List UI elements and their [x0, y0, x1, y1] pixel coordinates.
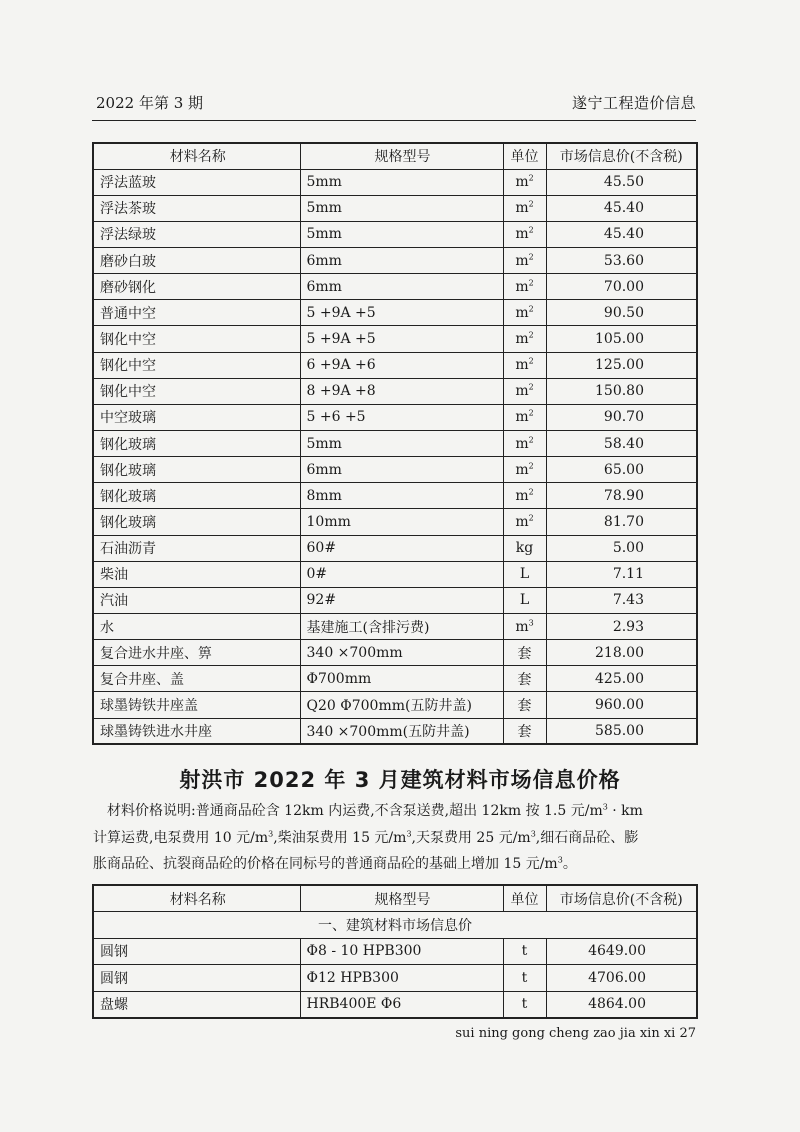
material-spec: 8mm	[300, 483, 503, 509]
table-row	[93, 640, 697, 666]
table-row	[93, 300, 697, 326]
material-spec: 8 +9A +8	[300, 378, 503, 404]
page-footer: sui ning gong cheng zao jia xin xi 27	[455, 1026, 696, 1041]
unit-text: m	[515, 174, 529, 191]
table-row	[93, 326, 697, 352]
material-spec: 10mm	[300, 509, 503, 535]
table-row	[93, 221, 697, 247]
materials-price-table-2	[92, 884, 698, 1019]
material-spec: 5mm	[300, 195, 503, 221]
note-line2-c: ,天泵费用 25 元/m	[411, 829, 531, 846]
material-name: 球墨铸铁井座盖	[93, 692, 300, 718]
market-price: 58.40	[546, 431, 697, 457]
publication-title: 遂宁工程造价信息	[571, 94, 696, 112]
material-spec: 60#	[300, 535, 503, 561]
material-spec: 6mm	[300, 457, 503, 483]
section-title: 射洪市 2022 年 3 月建筑材料市场信息价格	[179, 768, 621, 792]
material-name: 浮法蓝玻	[93, 169, 300, 195]
material-spec: 5 +6 +5	[300, 404, 503, 430]
unit-superscript: 2	[528, 487, 534, 497]
table-header-row	[93, 143, 697, 169]
table-row	[93, 378, 697, 404]
col-header-spec: 规格型号	[300, 143, 503, 169]
market-price: 7.11	[546, 561, 697, 587]
material-spec: 340 ×700mm	[300, 640, 503, 666]
unit-superscript: 2	[528, 173, 534, 183]
unit-superscript: 2	[528, 251, 534, 261]
unit-text: m	[515, 514, 529, 531]
material-name: 磨砂钢化	[93, 274, 300, 300]
table-row	[93, 169, 697, 195]
material-unit	[503, 692, 546, 718]
table-row	[93, 195, 697, 221]
issue-label: 2022 年第 3 期	[96, 94, 204, 112]
material-unit	[503, 221, 546, 247]
unit-superscript: 3	[528, 617, 534, 627]
note-sup: 3	[406, 828, 412, 838]
unit-text: 套	[517, 645, 532, 662]
material-spec: 5mm	[300, 431, 503, 457]
material-spec: Φ8 - 10 HPB300	[300, 938, 503, 965]
table-row	[93, 483, 697, 509]
note-line1: 材料价格说明:普通商品砼含 12km 内运费,不含泵送费,超出 12km 按 1.5 元/m	[107, 803, 603, 819]
unit-superscript: 2	[528, 513, 534, 523]
material-unit: t	[503, 938, 546, 965]
market-price: 81.70	[546, 509, 697, 535]
material-spec: 5mm	[300, 169, 503, 195]
unit-text: m	[515, 278, 529, 295]
table-row	[93, 666, 697, 692]
unit-text: m	[515, 304, 529, 321]
material-unit	[503, 352, 546, 378]
material-spec: 6mm	[300, 274, 503, 300]
material-name: 复合井座、盖	[93, 666, 300, 692]
note-line1-end: · km	[607, 803, 643, 819]
market-price: 45.40	[546, 195, 697, 221]
market-price: 105.00	[546, 326, 697, 352]
header-rule	[92, 120, 696, 121]
material-unit	[503, 535, 546, 561]
material-unit	[503, 509, 546, 535]
material-name: 中空玻璃	[93, 404, 300, 430]
material-name: 钢化玻璃	[93, 431, 300, 457]
material-name: 球墨铸铁进水井座	[93, 718, 300, 744]
unit-text: L	[519, 592, 530, 609]
material-name: 圆钢	[93, 938, 300, 965]
market-price: 90.50	[546, 300, 697, 326]
market-price: 4864.00	[546, 991, 697, 1018]
unit-text: 套	[517, 671, 532, 688]
unit-superscript: 2	[528, 356, 534, 366]
material-name: 钢化中空	[93, 326, 300, 352]
material-unit	[503, 561, 546, 587]
material-name: 水	[93, 614, 300, 640]
material-unit	[503, 274, 546, 300]
unit-text: m	[515, 226, 529, 243]
material-unit	[503, 326, 546, 352]
material-unit	[503, 404, 546, 430]
table-row	[93, 587, 697, 613]
table-section-row	[93, 912, 697, 939]
unit-superscript: 2	[528, 408, 534, 418]
note-line3: 胀商品砼、抗裂商品砼的价格在同标号的普通商品砼的基础上增加 15 元/m	[93, 856, 558, 872]
price-note	[93, 798, 697, 878]
unit-superscript: 2	[528, 461, 534, 471]
unit-text: 套	[517, 698, 532, 715]
table-row	[93, 274, 697, 300]
material-spec: 5 +9A +5	[300, 326, 503, 352]
material-unit	[503, 587, 546, 613]
material-spec: 6 +9A +6	[300, 352, 503, 378]
table-row	[93, 718, 697, 744]
market-price: 45.40	[546, 221, 697, 247]
market-price: 53.60	[546, 248, 697, 274]
market-price: 2.93	[546, 614, 697, 640]
material-unit	[503, 614, 546, 640]
unit-text: m	[515, 331, 529, 348]
col-header-name: 材料名称	[93, 143, 300, 169]
material-unit	[503, 300, 546, 326]
material-name: 汽油	[93, 587, 300, 613]
table-row	[93, 457, 697, 483]
unit-text: m	[515, 487, 529, 504]
table-row	[93, 509, 697, 535]
material-name: 浮法绿玻	[93, 221, 300, 247]
col-header-name: 材料名称	[93, 885, 300, 912]
material-name: 钢化玻璃	[93, 483, 300, 509]
market-price: 70.00	[546, 274, 697, 300]
material-name: 钢化中空	[93, 352, 300, 378]
table-row	[93, 404, 697, 430]
material-name: 钢化玻璃	[93, 457, 300, 483]
unit-text: m	[515, 618, 529, 635]
note-line2: 计算运费,电泵费用 10 元/m	[93, 829, 269, 846]
market-price: 4706.00	[546, 965, 697, 992]
material-unit	[503, 457, 546, 483]
market-price: 425.00	[546, 666, 697, 692]
material-name: 石油沥青	[93, 535, 300, 561]
unit-superscript: 2	[528, 382, 534, 392]
note-sup: 3	[530, 828, 536, 838]
unit-text: m	[515, 200, 529, 217]
unit-text: m	[515, 383, 529, 400]
material-name: 磨砂白玻	[93, 248, 300, 274]
material-spec: 340 ×700mm(五防井盖)	[300, 718, 503, 744]
unit-text: m	[515, 461, 529, 478]
table-row	[93, 431, 697, 457]
market-price: 7.43	[546, 587, 697, 613]
col-header-unit: 单位	[503, 885, 546, 912]
table-row	[93, 535, 697, 561]
material-unit: t	[503, 965, 546, 992]
market-price: 65.00	[546, 457, 697, 483]
market-price: 78.90	[546, 483, 697, 509]
note-sup: 3	[268, 828, 274, 838]
unit-superscript: 2	[528, 304, 534, 314]
note-line3-end: 。	[562, 856, 577, 872]
col-header-price: 市场信息价(不含税)	[546, 885, 697, 912]
unit-text: 套	[517, 723, 532, 740]
material-unit	[503, 666, 546, 692]
material-name: 柴油	[93, 561, 300, 587]
material-unit	[503, 248, 546, 274]
material-unit	[503, 378, 546, 404]
unit-superscript: 2	[528, 278, 534, 288]
table-row	[93, 938, 697, 965]
material-spec: 0#	[300, 561, 503, 587]
material-spec: 5 +9A +5	[300, 300, 503, 326]
col-header-unit: 单位	[503, 143, 546, 169]
material-unit	[503, 169, 546, 195]
material-spec: 基建施工(含排污费)	[300, 614, 503, 640]
material-name: 普通中空	[93, 300, 300, 326]
section-label: 一、建筑材料市场信息价	[93, 912, 697, 939]
unit-text: m	[515, 435, 529, 452]
unit-superscript: 2	[528, 330, 534, 340]
col-header-spec: 规格型号	[300, 885, 503, 912]
material-unit	[503, 483, 546, 509]
table-row	[93, 991, 697, 1018]
unit-text: m	[515, 409, 529, 426]
material-name: 浮法茶玻	[93, 195, 300, 221]
unit-text: m	[515, 357, 529, 374]
table-row	[93, 352, 697, 378]
note-line2-b: ,柴油泵费用 15 元/m	[273, 829, 407, 846]
col-header-price: 市场信息价(不含税)	[546, 143, 697, 169]
material-spec: 92#	[300, 587, 503, 613]
material-name: 圆钢	[93, 965, 300, 992]
unit-text: kg	[515, 540, 534, 557]
market-price: 45.50	[546, 169, 697, 195]
material-spec: Φ700mm	[300, 666, 503, 692]
table-header-row	[93, 885, 697, 912]
material-unit	[503, 718, 546, 744]
table-row	[93, 692, 697, 718]
material-spec: 6mm	[300, 248, 503, 274]
note-sup: 3	[602, 802, 608, 812]
material-name: 钢化中空	[93, 378, 300, 404]
materials-price-table-1	[92, 142, 698, 745]
market-price: 4649.00	[546, 938, 697, 965]
material-name: 复合进水井座、箅	[93, 640, 300, 666]
material-spec: Q20 Φ700mm(五防井盖)	[300, 692, 503, 718]
note-sup: 3	[557, 855, 563, 865]
material-spec: HRB400E Φ6	[300, 991, 503, 1018]
market-price: 218.00	[546, 640, 697, 666]
table-row	[93, 614, 697, 640]
material-name: 盘螺	[93, 991, 300, 1018]
table-row	[93, 248, 697, 274]
market-price: 585.00	[546, 718, 697, 744]
material-unit	[503, 195, 546, 221]
note-line2-d: ,细石商品砼、膨	[535, 829, 639, 846]
market-price: 960.00	[546, 692, 697, 718]
material-spec: 5mm	[300, 221, 503, 247]
market-price: 150.80	[546, 378, 697, 404]
material-unit: t	[503, 991, 546, 1018]
material-unit	[503, 431, 546, 457]
unit-superscript: 2	[528, 225, 534, 235]
table-row	[93, 965, 697, 992]
market-price: 125.00	[546, 352, 697, 378]
material-name: 钢化玻璃	[93, 509, 300, 535]
table-row	[93, 561, 697, 587]
unit-superscript: 2	[528, 434, 534, 444]
material-spec: Φ12 HPB300	[300, 965, 503, 992]
material-unit	[503, 640, 546, 666]
market-price: 5.00	[546, 535, 697, 561]
unit-text: L	[519, 566, 530, 583]
unit-text: m	[515, 252, 529, 269]
unit-superscript: 2	[528, 199, 534, 209]
market-price: 90.70	[546, 404, 697, 430]
